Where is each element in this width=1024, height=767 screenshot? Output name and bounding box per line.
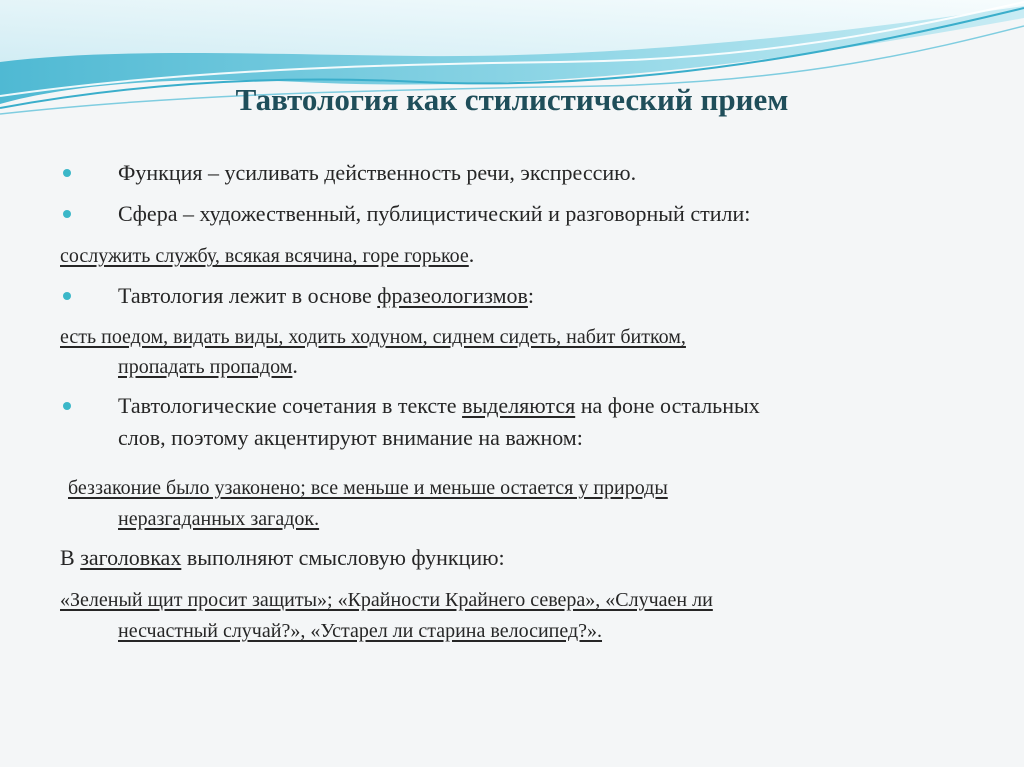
- example-4-line-1: [60, 584, 713, 615]
- example-3-text-1: беззаконие было узаконено; все меньше и меньше остается у природы: [68, 477, 668, 499]
- headings-text-a: В: [60, 545, 81, 570]
- phraseology-term: фразеологизмов: [377, 283, 528, 308]
- bullet-phraseology-text: Тавтология лежит в основе: [118, 283, 378, 308]
- example-2-line-2: [118, 351, 298, 382]
- bullet-tautological-combos-line-2: слов, поэтому акцентируют внимание на важном:: [118, 425, 583, 450]
- example-2-text-2: пропадать пропадом: [118, 356, 293, 378]
- bullet-4-text-a: Тавтологические сочетания в тексте: [118, 393, 463, 418]
- example-4-text-2: несчастный случай?», «Устарел ли старина велосипед?».: [118, 620, 603, 642]
- bullet-dot-icon: [63, 402, 71, 410]
- example-2-line-1: [60, 321, 686, 352]
- headings-paragraph: [60, 543, 505, 573]
- example-2-tail: .: [292, 353, 298, 378]
- headings-text-b: выполняют смысловую функцию:: [181, 545, 505, 570]
- example-4-text-1: «Зеленый щит просит защиты»; «Крайности Крайнего севера», «Случаен ли: [60, 589, 713, 611]
- bullet-4-text-b: на фоне остальных: [575, 393, 760, 418]
- bullet-tautological-combos: [118, 391, 760, 421]
- bullet-dot-icon: [63, 169, 71, 177]
- example-3-text-2: неразгаданных загадок.: [118, 508, 320, 530]
- example-1: [60, 240, 474, 271]
- example-1-text: сослужить службу, всякая всячина, горе горькое: [60, 245, 469, 267]
- example-3-line-1: [68, 472, 668, 503]
- bullet-function: Функция – усиливать действенность речи, экспрессию.: [118, 160, 637, 185]
- bullet-dot-icon: [63, 292, 71, 300]
- headings-term: заголовках: [80, 545, 182, 570]
- bullet-dot-icon: [63, 210, 71, 218]
- example-3-line-2: [118, 503, 319, 534]
- example-4-line-2: [118, 615, 602, 646]
- highlight-term: выделяются: [462, 393, 576, 418]
- example-1-tail: .: [468, 242, 475, 267]
- bullet-phraseology: [118, 281, 534, 311]
- bullet-phraseology-colon: :: [527, 283, 535, 308]
- example-2-text-1: есть поедом, видать виды, ходить ходуном, сиднем сидеть, набит битком,: [60, 326, 686, 348]
- bullet-sphere: Сфера – художественный, публицистический и разговорный стили:: [118, 201, 751, 226]
- slide-title: Тавтология как стилистический прием: [235, 82, 789, 117]
